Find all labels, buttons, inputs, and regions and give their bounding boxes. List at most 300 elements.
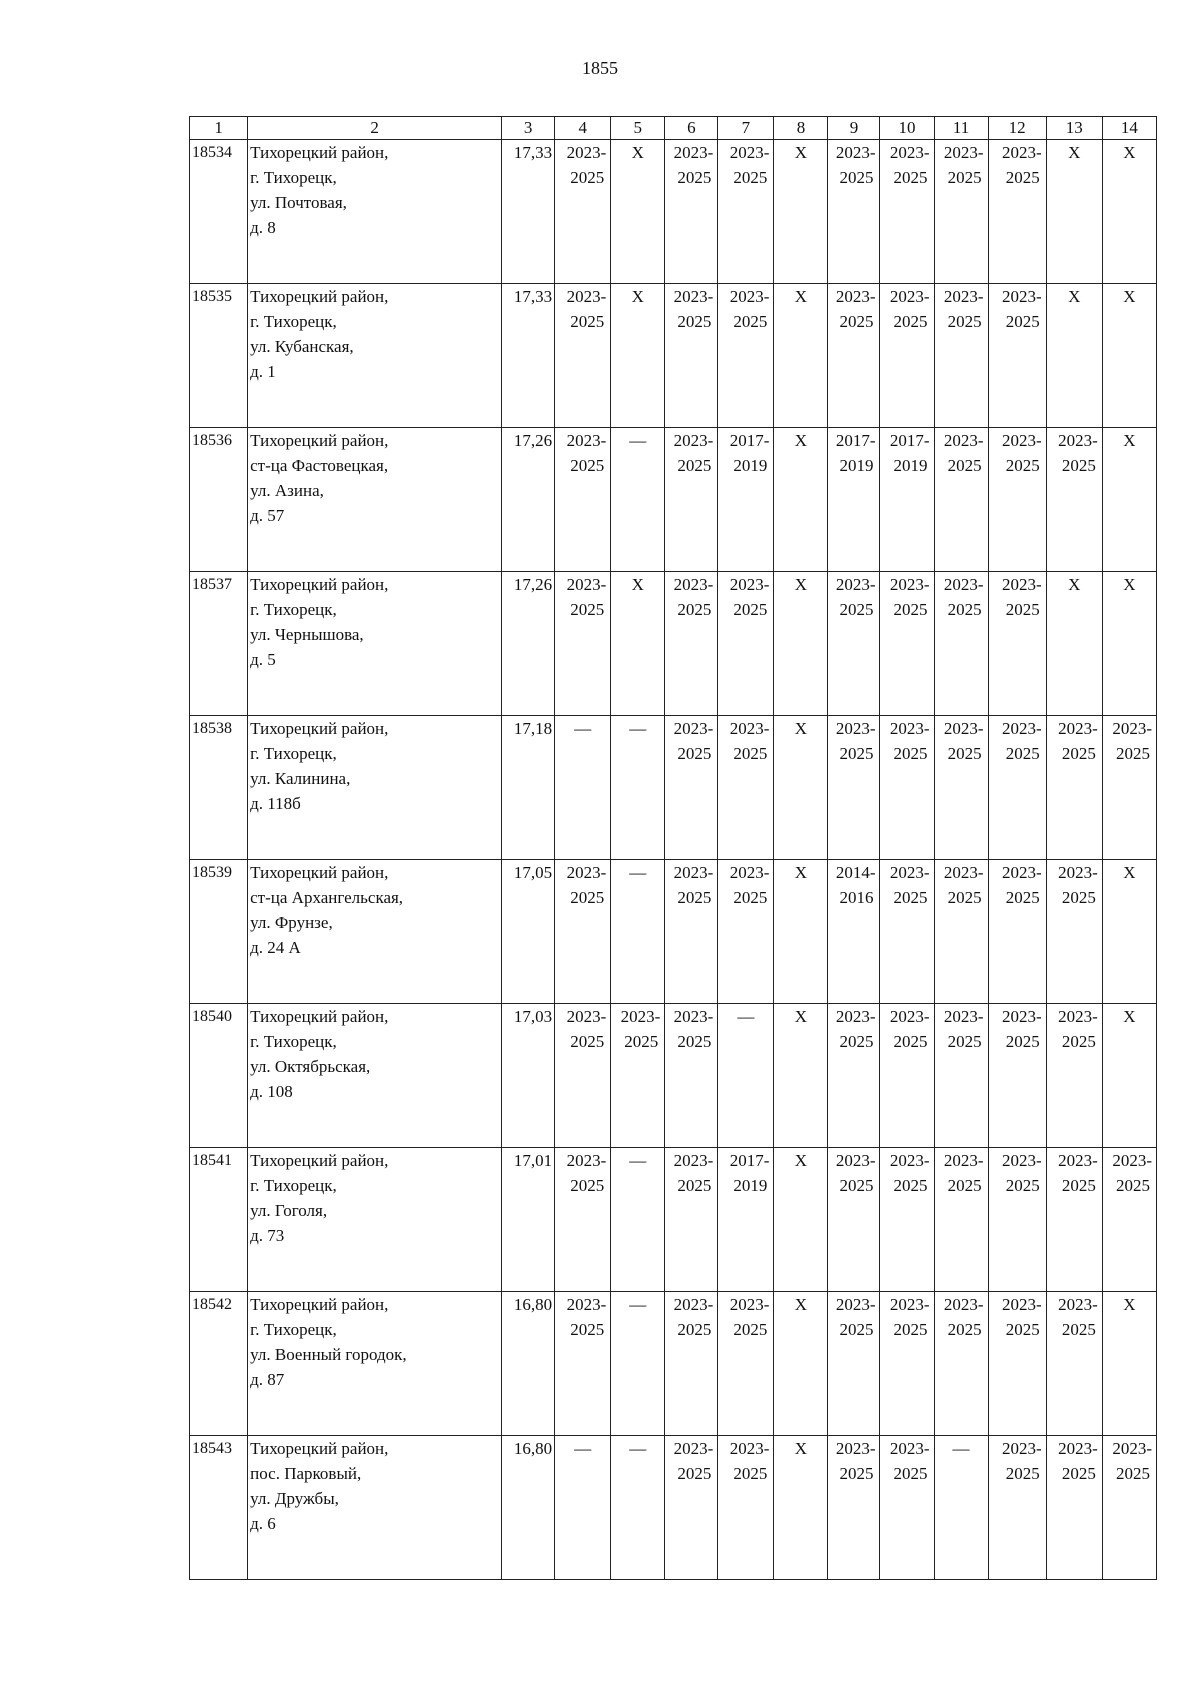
period-value: 2023- — [673, 1439, 714, 1458]
period-cell-col-9 — [828, 284, 880, 428]
period-value: 2023- — [889, 143, 930, 162]
address-line: д. 108 — [250, 1082, 293, 1101]
period-value: 2025 — [839, 1464, 874, 1483]
row-number: 18543 — [190, 1436, 248, 1580]
period-value: 2017- — [729, 431, 770, 450]
period-value: 2025 — [947, 312, 982, 331]
row-number: 18535 — [190, 284, 248, 428]
period-cell-col-6 — [665, 1292, 718, 1436]
address-cell — [248, 284, 502, 428]
period-cell-col-4 — [555, 428, 611, 572]
address-line: ул. Октябрьская, — [250, 1057, 371, 1076]
address-line: д. 73 — [250, 1226, 285, 1245]
table-header — [190, 117, 1157, 140]
period-cell-col-8 — [774, 572, 828, 716]
period-value: 2023- — [1112, 1439, 1152, 1458]
period-cell-col-13 — [1046, 140, 1102, 284]
address-line: Тихорецкий район, — [250, 863, 389, 882]
period-value: — — [629, 1295, 647, 1314]
period-value: 2023- — [729, 1439, 770, 1458]
period-value: 2025 — [570, 600, 605, 619]
address-line: ул. Калинина, — [250, 769, 351, 788]
period-value: 2025 — [1005, 744, 1040, 763]
period-value: X — [794, 143, 808, 162]
period-value: 2023- — [673, 431, 714, 450]
period-value: 2025 — [839, 744, 874, 763]
period-cell-col-7 — [718, 716, 774, 860]
period-cell-col-9 — [828, 428, 880, 572]
table-row — [190, 140, 1157, 284]
period-cell-col-10 — [880, 860, 934, 1004]
period-value: 2023- — [729, 575, 770, 594]
row-number: 18542 — [190, 1292, 248, 1436]
period-value: 2023- — [729, 287, 770, 306]
period-cell-col-11 — [934, 1436, 988, 1580]
cost-cell: 17,18 — [502, 716, 555, 860]
column-header-12: 12 — [988, 117, 1046, 140]
column-header-4: 4 — [555, 117, 611, 140]
period-cell-col-14 — [1102, 1004, 1156, 1148]
period-cell-col-12 — [988, 140, 1046, 284]
period-value: 2025 — [839, 312, 874, 331]
period-cell-col-12 — [988, 284, 1046, 428]
period-value: X — [794, 1295, 808, 1314]
period-cell-col-12 — [988, 1292, 1046, 1436]
period-value: 2025 — [677, 600, 712, 619]
address-cell — [248, 428, 502, 572]
period-cell-col-11 — [934, 428, 988, 572]
period-value: 2023- — [889, 287, 930, 306]
period-cell-col-5 — [611, 1436, 665, 1580]
period-value: 2023- — [835, 575, 876, 594]
period-cell-col-14 — [1102, 284, 1156, 428]
period-value: — — [629, 1439, 647, 1458]
period-value: 2025 — [570, 168, 605, 187]
address-line: г. Тихорецк, — [250, 1320, 337, 1339]
period-value: 2023- — [566, 1295, 607, 1314]
period-value: X — [1068, 287, 1081, 306]
cost-cell: 17,01 — [502, 1148, 555, 1292]
period-value: X — [1123, 1007, 1136, 1026]
period-value: 2025 — [677, 456, 712, 475]
address-line: д. 57 — [250, 506, 285, 525]
period-cell-col-7 — [718, 860, 774, 1004]
address-line: г. Тихорецк, — [250, 312, 337, 331]
period-cell-col-4 — [555, 284, 611, 428]
period-value: 2023- — [673, 1151, 714, 1170]
period-value: 2023- — [943, 1151, 984, 1170]
period-value: 2023- — [1058, 719, 1098, 738]
period-value: — — [574, 1439, 592, 1458]
column-header-8: 8 — [774, 117, 828, 140]
period-value: 2023- — [943, 143, 984, 162]
period-cell-col-11 — [934, 1292, 988, 1436]
period-value: 2025 — [677, 888, 712, 907]
period-value: 2023- — [835, 143, 876, 162]
period-cell-col-7 — [718, 1004, 774, 1148]
period-cell-col-6 — [665, 428, 718, 572]
period-value: 2023- — [566, 1151, 607, 1170]
period-cell-col-8 — [774, 284, 828, 428]
period-cell-col-6 — [665, 572, 718, 716]
period-value: 2025 — [1061, 1176, 1096, 1195]
period-value: 2019 — [839, 456, 874, 475]
period-value: 2025 — [893, 888, 928, 907]
address-line: ул. Военный городок, — [250, 1345, 407, 1364]
period-value: 2025 — [677, 168, 712, 187]
cost-cell: 17,33 — [502, 284, 555, 428]
period-value: 2023- — [566, 287, 607, 306]
period-value: 2023- — [835, 1295, 876, 1314]
period-cell-col-8 — [774, 428, 828, 572]
period-value: 2025 — [733, 312, 768, 331]
period-value: 2025 — [893, 600, 928, 619]
address-line: ст-ца Архангельская, — [250, 888, 404, 907]
address-line: Тихорецкий район, — [250, 431, 389, 450]
period-cell-col-14 — [1102, 716, 1156, 860]
period-cell-col-9 — [828, 1004, 880, 1148]
period-value: 2025 — [1005, 1320, 1040, 1339]
period-cell-col-14 — [1102, 1148, 1156, 1292]
period-value: 2023- — [1058, 1151, 1098, 1170]
period-value: 2025 — [839, 1176, 874, 1195]
period-value: 2023- — [943, 719, 984, 738]
period-value: 2025 — [1005, 1176, 1040, 1195]
period-cell-col-7 — [718, 140, 774, 284]
period-cell-col-8 — [774, 860, 828, 1004]
column-header-7: 7 — [718, 117, 774, 140]
period-value: X — [794, 1151, 808, 1170]
period-value: X — [1123, 575, 1136, 594]
period-cell-col-8 — [774, 1148, 828, 1292]
table-body — [190, 140, 1157, 1580]
address-cell — [248, 860, 502, 1004]
period-value: 2023- — [889, 1439, 930, 1458]
table-row — [190, 716, 1157, 860]
period-value: 2025 — [1061, 744, 1096, 763]
period-value: 2025 — [733, 1464, 768, 1483]
period-value: 2025 — [733, 744, 768, 763]
period-value: 2023- — [835, 287, 876, 306]
period-value: 2025 — [733, 1320, 768, 1339]
period-value: 2025 — [947, 600, 982, 619]
period-value: 2023- — [729, 719, 770, 738]
address-line: Тихорецкий район, — [250, 1295, 389, 1314]
column-header-5: 5 — [611, 117, 665, 140]
address-line: Тихорецкий район, — [250, 1439, 389, 1458]
address-cell — [248, 572, 502, 716]
period-value: 2025 — [1061, 456, 1096, 475]
period-cell-col-10 — [880, 284, 934, 428]
address-line: Тихорецкий район, — [250, 719, 389, 738]
period-value: 2017- — [729, 1151, 770, 1170]
address-line: ул. Гоголя, — [250, 1201, 328, 1220]
period-value: 2023- — [1058, 431, 1098, 450]
period-cell-col-9 — [828, 716, 880, 860]
row-number: 18536 — [190, 428, 248, 572]
period-value: X — [1123, 431, 1136, 450]
period-cell-col-6 — [665, 284, 718, 428]
period-cell-col-4 — [555, 140, 611, 284]
period-value: 2025 — [570, 1176, 605, 1195]
column-header-6: 6 — [665, 117, 718, 140]
period-cell-col-6 — [665, 716, 718, 860]
period-value: 2023- — [1002, 1007, 1042, 1026]
period-value: 2023- — [889, 1007, 930, 1026]
table-row — [190, 1292, 1157, 1436]
period-value: 2025 — [677, 312, 712, 331]
period-cell-col-5 — [611, 284, 665, 428]
table-row — [190, 428, 1157, 572]
page-number: 1855 — [582, 58, 618, 78]
period-value: X — [794, 863, 808, 882]
period-value: 2014- — [835, 863, 876, 882]
cost-cell: 17,03 — [502, 1004, 555, 1148]
address-line: ул. Дружбы, — [250, 1489, 339, 1508]
period-cell-col-14 — [1102, 1436, 1156, 1580]
period-value: 2025 — [624, 1032, 659, 1051]
period-value: 2025 — [947, 168, 982, 187]
period-cell-col-13 — [1046, 1292, 1102, 1436]
address-line: д. 118б — [250, 794, 301, 813]
period-value: 2025 — [839, 600, 874, 619]
period-cell-col-11 — [934, 140, 988, 284]
period-cell-col-14 — [1102, 860, 1156, 1004]
address-line: ул. Азина, — [250, 481, 324, 500]
table-row — [190, 860, 1157, 1004]
period-value: 2023- — [673, 1007, 714, 1026]
period-cell-col-13 — [1046, 428, 1102, 572]
period-value: 2025 — [947, 1032, 982, 1051]
period-cell-col-4 — [555, 860, 611, 1004]
cost-cell: 16,80 — [502, 1436, 555, 1580]
column-header-3: 3 — [502, 117, 555, 140]
period-cell-col-11 — [934, 572, 988, 716]
column-header-13: 13 — [1046, 117, 1102, 140]
period-value: 2023- — [889, 719, 930, 738]
period-value: X — [794, 1439, 808, 1458]
period-value: 2025 — [1116, 744, 1150, 763]
address-line: Тихорецкий район, — [250, 287, 389, 306]
period-value: 2023- — [943, 287, 984, 306]
period-value: 2023- — [673, 1295, 714, 1314]
address-line: д. 1 — [250, 362, 276, 381]
period-cell-col-6 — [665, 1004, 718, 1148]
period-cell-col-6 — [665, 1436, 718, 1580]
period-value: 2023- — [729, 143, 770, 162]
period-value: 2025 — [893, 1032, 928, 1051]
period-value: 2025 — [1005, 312, 1040, 331]
address-line: пос. Парковый, — [250, 1464, 362, 1483]
period-value: 2025 — [1061, 1032, 1096, 1051]
period-cell-col-13 — [1046, 572, 1102, 716]
address-line: Тихорецкий район, — [250, 143, 389, 162]
address-line: Тихорецкий район, — [250, 1151, 389, 1170]
period-cell-col-4 — [555, 1004, 611, 1148]
period-value: 2023- — [1112, 719, 1152, 738]
table-row — [190, 284, 1157, 428]
period-value: 2023- — [835, 1439, 876, 1458]
period-value: 2023- — [1002, 719, 1042, 738]
period-cell-col-10 — [880, 716, 934, 860]
period-value: X — [1123, 1295, 1136, 1314]
table-row — [190, 572, 1157, 716]
period-value: 2025 — [570, 888, 605, 907]
period-value: 2023- — [566, 575, 607, 594]
period-value: 2023- — [1002, 143, 1042, 162]
period-value: 2025 — [1116, 1176, 1150, 1195]
address-cell — [248, 1004, 502, 1148]
period-value: 2025 — [677, 1176, 712, 1195]
period-value: X — [1123, 287, 1136, 306]
period-cell-col-8 — [774, 1004, 828, 1148]
period-value: 2023- — [943, 431, 984, 450]
period-value: X — [794, 719, 808, 738]
column-header-14: 14 — [1102, 117, 1156, 140]
address-line: ул. Чернышова, — [250, 625, 364, 644]
period-cell-col-10 — [880, 1004, 934, 1148]
period-value: 2023- — [1002, 287, 1042, 306]
period-value: 2025 — [677, 1464, 712, 1483]
address-line: ул. Кубанская, — [250, 337, 354, 356]
period-value: 2023- — [1002, 1151, 1042, 1170]
period-cell-col-4 — [555, 572, 611, 716]
period-cell-col-5 — [611, 1148, 665, 1292]
period-value: 2025 — [947, 744, 982, 763]
period-value: 2023- — [1002, 1439, 1042, 1458]
period-value: 2023- — [1058, 1439, 1098, 1458]
period-value: 2025 — [947, 888, 982, 907]
row-number: 18534 — [190, 140, 248, 284]
period-value: 2025 — [839, 1032, 874, 1051]
period-cell-col-8 — [774, 716, 828, 860]
period-cell-col-11 — [934, 860, 988, 1004]
period-value: 2025 — [1005, 1032, 1040, 1051]
period-cell-col-12 — [988, 428, 1046, 572]
period-cell-col-12 — [988, 1004, 1046, 1148]
period-value: — — [952, 1439, 970, 1458]
address-line: д. 5 — [250, 650, 276, 669]
period-cell-col-7 — [718, 428, 774, 572]
table-row — [190, 1148, 1157, 1292]
period-cell-col-4 — [555, 1148, 611, 1292]
period-cell-col-9 — [828, 1436, 880, 1580]
period-cell-col-12 — [988, 572, 1046, 716]
address-cell — [248, 1292, 502, 1436]
period-cell-col-7 — [718, 1292, 774, 1436]
period-cell-col-13 — [1046, 1148, 1102, 1292]
period-cell-col-13 — [1046, 860, 1102, 1004]
period-value: X — [631, 143, 644, 162]
period-value: 2023- — [566, 1007, 607, 1026]
period-cell-col-11 — [934, 1004, 988, 1148]
period-value: 2025 — [677, 744, 712, 763]
period-cell-col-6 — [665, 140, 718, 284]
period-value: X — [631, 287, 644, 306]
period-value: 2023- — [943, 863, 984, 882]
period-cell-col-9 — [828, 140, 880, 284]
period-value: 2023- — [835, 1151, 876, 1170]
period-cell-col-10 — [880, 1292, 934, 1436]
period-value: 2023- — [566, 143, 607, 162]
period-value: 2023- — [889, 1151, 930, 1170]
period-value: 2023- — [566, 863, 607, 882]
period-value: 2025 — [947, 1176, 982, 1195]
registry-table — [189, 116, 1157, 1580]
cost-cell: 17,26 — [502, 428, 555, 572]
address-line: Тихорецкий район, — [250, 1007, 389, 1026]
period-cell-col-5 — [611, 428, 665, 572]
period-value: 2025 — [570, 1320, 605, 1339]
period-cell-col-12 — [988, 1436, 1046, 1580]
period-cell-col-4 — [555, 716, 611, 860]
address-line: д. 8 — [250, 218, 276, 237]
address-cell — [248, 1148, 502, 1292]
period-cell-col-5 — [611, 860, 665, 1004]
period-cell-col-7 — [718, 1436, 774, 1580]
period-value: 2025 — [893, 1176, 928, 1195]
period-cell-col-13 — [1046, 284, 1102, 428]
row-number: 18538 — [190, 716, 248, 860]
period-cell-col-13 — [1046, 1436, 1102, 1580]
period-value: — — [737, 1007, 755, 1026]
period-value: 2025 — [1005, 456, 1040, 475]
cost-cell: 17,33 — [502, 140, 555, 284]
column-header-11: 11 — [934, 117, 988, 140]
period-cell-col-6 — [665, 1148, 718, 1292]
address-cell — [248, 140, 502, 284]
address-line: д. 87 — [250, 1370, 285, 1389]
period-value: 2025 — [839, 1320, 874, 1339]
period-value: X — [794, 431, 808, 450]
period-cell-col-11 — [934, 716, 988, 860]
period-cell-col-10 — [880, 1436, 934, 1580]
period-value: 2025 — [893, 312, 928, 331]
period-cell-col-14 — [1102, 428, 1156, 572]
period-value: 2025 — [677, 1320, 712, 1339]
period-value: 2023- — [943, 1007, 984, 1026]
period-value: 2025 — [947, 456, 982, 475]
period-value: 2023- — [566, 431, 607, 450]
period-cell-col-9 — [828, 1292, 880, 1436]
period-value: 2025 — [947, 1320, 982, 1339]
address-line: г. Тихорецк, — [250, 744, 337, 763]
period-value: 2023- — [1112, 1151, 1152, 1170]
period-value: 2025 — [893, 1464, 928, 1483]
period-cell-col-6 — [665, 860, 718, 1004]
period-value: 2025 — [733, 168, 768, 187]
column-header-2: 2 — [248, 117, 502, 140]
period-cell-col-5 — [611, 1292, 665, 1436]
period-value: — — [629, 431, 647, 450]
address-line: д. 6 — [250, 1514, 276, 1533]
address-line: г. Тихорецк, — [250, 1176, 337, 1195]
period-cell-col-8 — [774, 140, 828, 284]
period-value: 2025 — [1005, 600, 1040, 619]
period-value: 2023- — [673, 863, 714, 882]
period-value: 2023- — [943, 1295, 984, 1314]
period-value: X — [631, 575, 644, 594]
period-value: 2025 — [1005, 888, 1040, 907]
table-row — [190, 1436, 1157, 1580]
period-value: — — [629, 863, 647, 882]
period-value: X — [794, 575, 808, 594]
period-value: X — [1123, 143, 1136, 162]
period-cell-col-10 — [880, 1148, 934, 1292]
period-value: 2023- — [835, 719, 876, 738]
period-value: 2025 — [1061, 1464, 1096, 1483]
period-value: 2023- — [673, 575, 714, 594]
